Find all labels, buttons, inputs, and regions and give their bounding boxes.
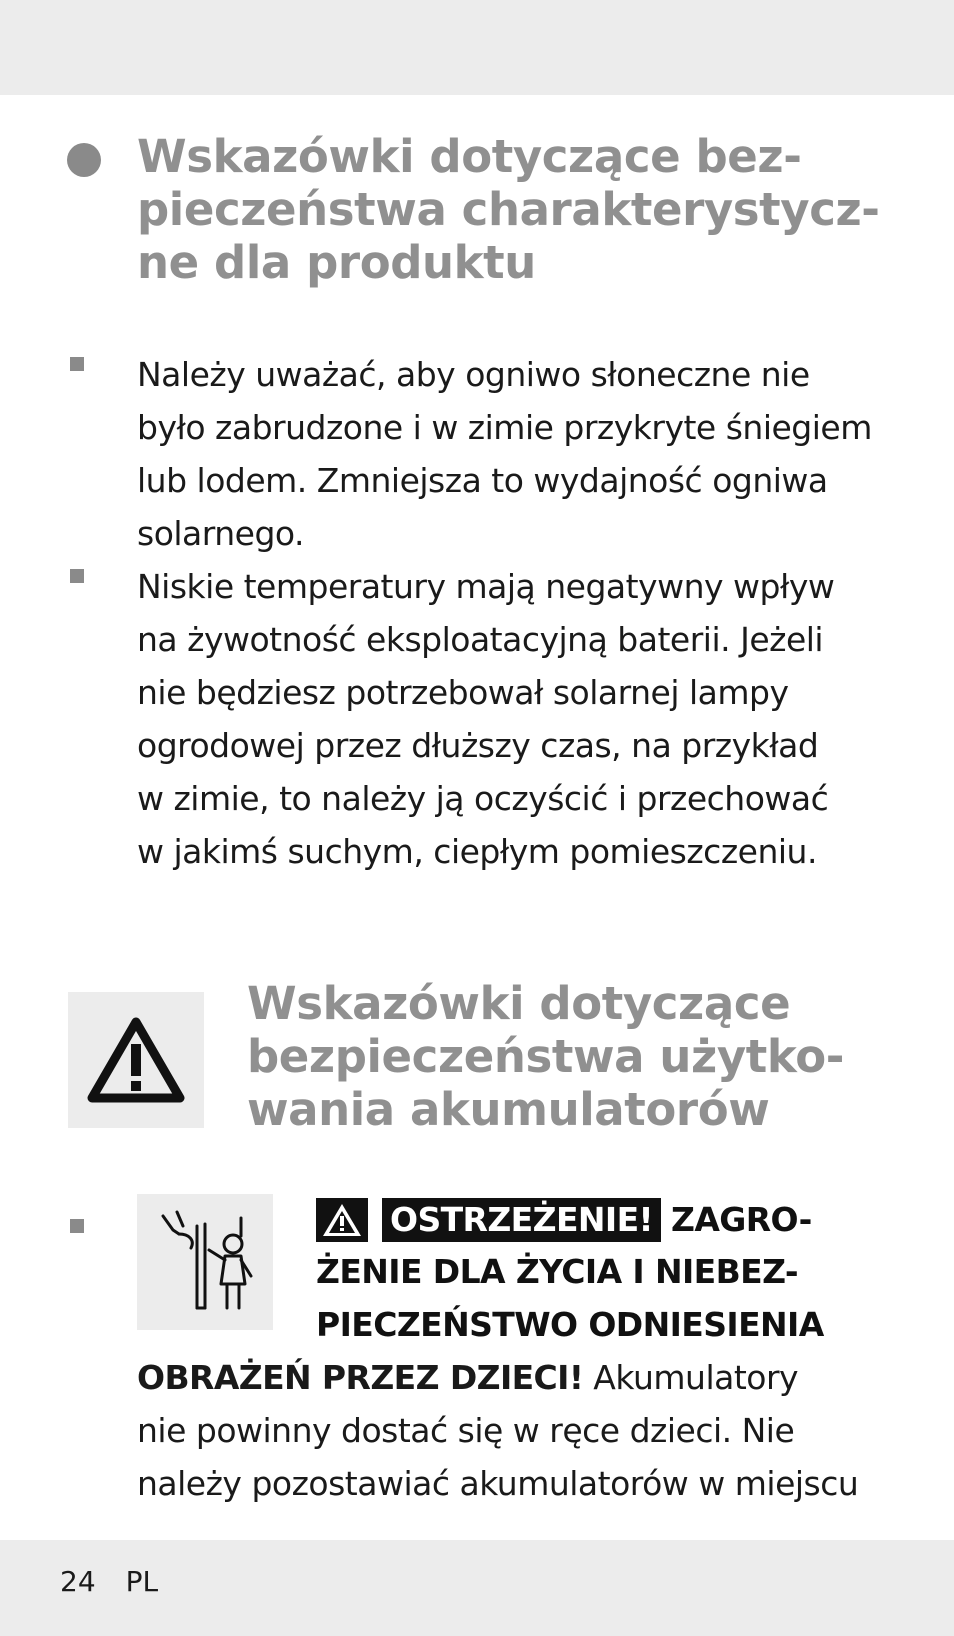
warning-label: OSTRZEŻENIE! [382, 1198, 661, 1242]
list-item [137, 560, 834, 878]
heading-line: Wskazówki dotyczące bez- [137, 130, 802, 183]
heading-line: Wskazówki dotyczące [247, 977, 791, 1030]
warning-line: ŻENIE DLA ŻYCIA I NIEBEZ- [316, 1252, 798, 1291]
top-band [0, 0, 954, 95]
section-heading-battery-safety [247, 977, 844, 1136]
language-code: PL [125, 1565, 159, 1598]
child-hazard-icon [137, 1194, 273, 1330]
text-line: lub lodem. Zmniejsza to wydajność ogniwa [137, 461, 828, 500]
warning-triangle-icon [68, 992, 204, 1128]
text-line: nie powinny dostać się w ręce dzieci. Nie [137, 1411, 795, 1450]
page-footer [60, 1562, 188, 1602]
text-line: było zabrudzone i w zimie przykryte śniegiem [137, 408, 872, 447]
warning-badge-icon [316, 1198, 368, 1242]
text-line [137, 1351, 858, 1404]
text-line: w jakimś suchym, ciepłym pomieszczeniu. [137, 832, 817, 871]
text-line: Niskie temperatury mają negatywny wpływ [137, 567, 835, 606]
heading-line: bezpieczeństwa użytko- [247, 1030, 844, 1083]
square-bullet-icon [70, 357, 84, 371]
heading-line: pieczeństwa charakterystycz- [137, 183, 880, 236]
list-item [137, 348, 872, 560]
text-line: w zimie, to należy ją oczyścić i przechować [137, 779, 829, 818]
text-line: ogrodowej przez dłuższy czas, na przykład [137, 726, 819, 765]
text-fragment: Akumulatory [583, 1358, 799, 1397]
warning-text: ZAGRO- [670, 1200, 812, 1239]
text-line: nie będziesz potrzebował solarnej lampy [137, 673, 789, 712]
section-heading-product-safety [137, 130, 880, 289]
warning-line [316, 1193, 812, 1246]
square-bullet-icon [70, 569, 84, 583]
page-number: 24 [60, 1565, 96, 1598]
section-dot-icon [67, 143, 101, 177]
warning-line: PIECZEŃSTWO ODNIESIENIA [316, 1305, 824, 1344]
text-line: należy pozostawiać akumulatorów w miejscu [137, 1464, 859, 1503]
text-line: na żywotność eksploatacyjną baterii. Jeżeli [137, 620, 824, 659]
text-line: Należy uważać, aby ogniwo słoneczne nie [137, 355, 810, 394]
text-line: solarnego. [137, 514, 305, 553]
warning-bold-text: OBRAŻEŃ PRZEZ DZIECI! [137, 1358, 584, 1397]
square-bullet-icon [70, 1219, 84, 1233]
warning-paragraph [137, 1351, 858, 1510]
heading-line: ne dla produktu [137, 236, 536, 289]
heading-line: wania akumulatorów [247, 1083, 770, 1136]
